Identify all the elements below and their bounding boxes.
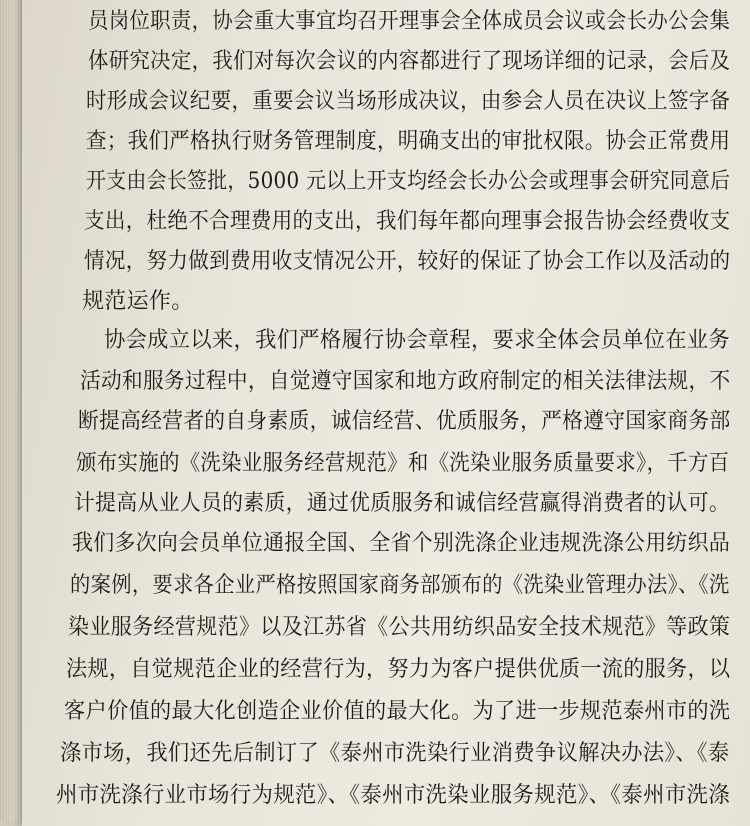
text-line: 开支由会长签批，5000 元以上开支均经会长办公会或理事会研究同意后	[86, 169, 731, 194]
text-line: 计提高从业人员的素质，通过优质服务和诚信经营赢得消费者的认可。	[74, 491, 731, 516]
text-line: 颁布实施的《洗染业服务经营规范》和《洗染业服务质量要求》，千方百	[76, 451, 730, 476]
text-line: 情况，努力做到费用收支情况公开，较好的保证了协会工作以及活动的	[84, 249, 731, 274]
text-line: 体研究决定，我们对每次会议的内容都进行了现场详细的记录，会后及	[88, 49, 731, 74]
text-line: 断提高经营者的自身素质，诚信经营、优质服务，严格遵守国家商务部	[78, 409, 731, 434]
text-line: 查；我们严格执行财务管理制度，明确支出的审批权限。协会正常费用	[86, 129, 731, 154]
document-text	[30, 0, 750, 821]
text-line: 规范运作。	[82, 289, 194, 314]
text-line: 的案例，要求各企业严格按照国家商务部颁布的《洗染业管理办法》、《洗	[70, 573, 730, 598]
text-line: 员岗位职责，协会重大事宜均召开理事会全体成员会议或会长办公会集	[88, 9, 731, 34]
paragraph-start-line: 我们多次向会员单位通报全国、全省个别洗涤企业违规洗涤公用纺织品	[72, 531, 731, 556]
paragraph-start-line: 协会成立以来，我们严格履行协会章程，要求全体会员单位在业务	[104, 328, 731, 353]
text-line: 客户价值的最大化创造企业价值的最大化。为了进一步规范泰州市的洗	[64, 699, 731, 724]
text-line: 染业服务经营规范》以及江苏省《公共用纺织品安全技术规范》等政策	[68, 615, 731, 640]
text-line: 支出，杜绝不合理费用的支出，我们每年都向理事会报告协会经费收支	[84, 209, 731, 234]
text-line: 州市洗涤行业市场行为规范》、《泰州市洗染业服务规范》、《泰州市洗涤	[56, 783, 730, 808]
text-line: 时形成会议纪要，重要会议当场形成决议，由参会人员在决议上签字备	[86, 89, 731, 114]
text-line: 活动和服务过程中，自觉遵守国家和地方政府制定的相关法律法规，不	[80, 369, 731, 394]
text-line: 涤市场，我们还先后制订了《泰州市洗染行业消费争议解决办法》、《泰	[60, 741, 730, 766]
text-line: 法规，自觉规范企业的经营行为，努力为客户提供优质一流的服务，以	[66, 657, 731, 682]
